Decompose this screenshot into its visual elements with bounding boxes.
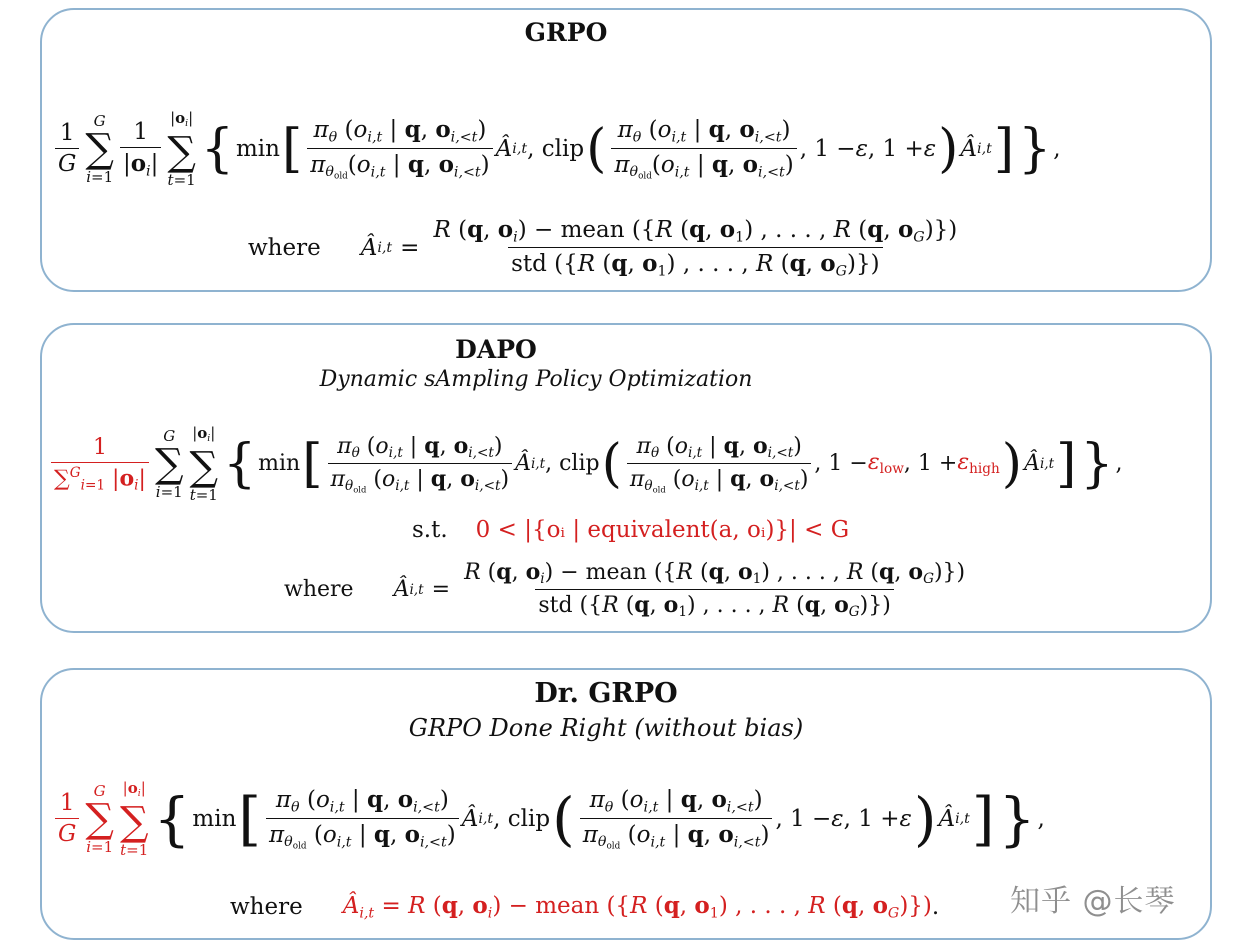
clip-ratio-fraction: $\frac{\pi_\theta (o_{i,t} | q, o_{i,<t})}{\pi_{\theta_{old}}(o_{i,t} | q, o_{i,<t})}$: [611, 116, 796, 181]
dr-grpo-objective-equation: $\frac{1}{G}$ G ∑ i=1 $|o_i|$ ∑ t=1 { min [ $\frac{\pi_\theta (o_{i,t} | q, o_{i,<t})}{\pi_{\theta_{old}} (o_{i,t} | q, o_{i,<t})}$ Â i,t , clip ( $\frac{\pi_\theta (o_{i,t} | q, o_{i,<t})}{\pi_{\theta_{old}} (o_{i,t} | q, o_{i,<t})}$ , 1 − ε , 1 + ε ) Â i,t ] } ,: [52, 780, 1045, 858]
dapo-advantage-equation: where Â i,t = $\frac{R (q, o_i) - mean (\{R (q, o_1) , . . . , R (q, o_G)\})}{std (\{R (q, o_1) , . . . , R (q, o_G)\})}$: [284, 559, 971, 620]
watermark: 知乎 @长琴: [1010, 884, 1176, 919]
dapo-where-label: where: [284, 577, 354, 603]
dr-grpo-where-label: where: [230, 893, 303, 920]
dapo-subtitle: Dynamic sAmpling Policy Optimization: [319, 367, 753, 392]
clip-ratio-fraction: $\frac{\pi_\theta (o_{i,t} | q, o_{i,<t})}{\pi_{\theta_{old}} (o_{i,t} | q, o_{i,<t})}$: [580, 786, 773, 851]
advantage-fraction: $\frac{R (q, o_i) - mean (\{R (q, o_1) , . . . , R (q, o_G)\})}{std (\{R (q, o_1) , . . . , R (q, o_G)\})}$: [433, 216, 958, 280]
sum-t: $|o_i|$ ∑ t=1: [167, 109, 196, 189]
grpo-advantage-equation: where Â i,t = $\frac{R (q, o_i) - mean (\{R (q, o_1) , . . . , R (q, o_G)\})}{std (\{R (q, o_1) , . . . , R (q, o_G)\})}$: [248, 216, 963, 280]
sum-i: G ∑ i=1: [154, 426, 184, 501]
clip-ratio-fraction: $\frac{\pi_\theta (o_{i,t} | q, o_{i,<t})}{\pi_{\theta_{old}} (o_{i,t} | q, o_{i,<t})}$: [627, 433, 812, 495]
dapo-constraint: 0 < |{oᵢ | equivalent(a, oᵢ)}| < G: [475, 517, 850, 543]
ratio-fraction: $\frac{\pi_\theta (o_{i,t} | q, o_{i,<t})}{\pi_{\theta_{old}} (o_{i,t} | q, o_{i,<t})}$: [328, 433, 513, 495]
one-over-g: $\frac{1}{G}$: [55, 120, 79, 177]
grpo-panel: [40, 8, 1212, 292]
dapo-st-label: s.t.: [412, 517, 448, 543]
grpo-title: GRPO: [524, 18, 608, 47]
one-over-oi: $\frac{1}{|o_i|}$: [120, 119, 161, 179]
dr-grpo-advantage-equation: where $Â_{i,t} = R$ (q, $o_i$) − mean ({R (q, $o_1$) , . . . , R (q, $o_G$)}) .: [230, 892, 940, 922]
dapo-panel: [40, 323, 1212, 633]
dapo-title: DAPO: [455, 335, 537, 364]
dr-grpo-subtitle: GRPO Done Right (without bias): [408, 714, 804, 742]
sum-t: $|o_i|$ ∑ t=1: [119, 779, 149, 859]
grpo-where-label: where: [248, 234, 321, 261]
advantage-fraction: $\frac{R (q, o_i) - mean (\{R (q, o_1) , . . . , R (q, o_G)\})}{std (\{R (q, o_1) , . . . , R (q, o_G)\})}$: [464, 559, 966, 621]
sum-i: G ∑ i=1: [85, 111, 114, 186]
dapo-constraint-equation: [412, 517, 849, 543]
dr-grpo-advantage: $Â_{i,t} = R$ (q, $o_i$) − mean ({R (q, $o_1$) , . . . , R (q, $o_G$)}): [342, 892, 932, 922]
one-over-g: $\frac{1}{G}$: [55, 790, 79, 847]
sum-i: G ∑ i=1: [85, 781, 114, 856]
grpo-objective-equation: $\frac{1}{G}$ G ∑ i=1 $\frac{1}{|o_i|}$ $|o_i|$ ∑ t=1 { min [ $\frac{\pi_\theta (o_{i,t} | q, o_{i,<t})}{\pi_{\theta_{old}}(o_{i,t} | q, o_{i,<t})}$ Â i,t , clip ( $\frac{\pi_\theta (o_{i,t} | q, o_{i,<t})}{\pi_{\theta_{old}}(o_{i,t} | q, o_{i,<t})}$ , 1 − ε , 1 + ε ) Â i,t ] } ,: [52, 110, 1061, 188]
sum-t: $|o_i|$ ∑ t=1: [189, 424, 219, 504]
ratio-fraction: $\frac{\pi_\theta (o_{i,t} | q, o_{i,<t})}{\pi_{\theta_{old}} (o_{i,t} | q, o_{i,<t})}$: [266, 786, 459, 851]
dr-grpo-title: Dr. GRPO: [534, 678, 678, 709]
one-over-sum-oi: $\frac{1}{\sum^G_{i=1} |o_i|}$: [51, 435, 149, 493]
ratio-fraction: $\frac{\pi_\theta (o_{i,t} | q, o_{i,<t})}{\pi_{\theta_{old}}(o_{i,t} | q, o_{i,<t})}$: [307, 116, 492, 181]
dapo-objective-equation: $\frac{1}{\sum^G_{i=1} |o_i|}$ G ∑ i=1 $|o_i|$ ∑ t=1 { min [ $\frac{\pi_\theta (o_{i,t} | q, o_{i,<t})}{\pi_{\theta_{old}} (o_{i,t} | q, o_{i,<t})}$ Â i,t , clip ( $\frac{\pi_\theta (o_{i,t} | q, o_{i,<t})}{\pi_{\theta_{old}} (o_{i,t} | q, o_{i,<t})}$ , 1 − $\varepsilon_{low}$ , 1 + $\varepsilon_{high}$ ) Â i,t ] } ,: [48, 425, 1123, 503]
